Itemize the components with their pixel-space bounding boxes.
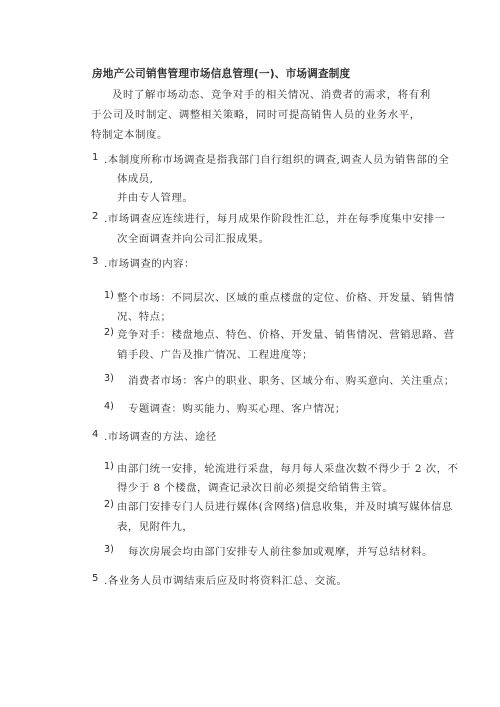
subitem-line: 况、特点； bbox=[117, 311, 172, 323]
subitem-number: 1) bbox=[104, 461, 114, 472]
item-number: 5 bbox=[92, 573, 99, 584]
item-line: .市场调查的方法、途径 bbox=[104, 431, 217, 443]
item-line: .各业务人员市调结束后应及时将资料汇总、交流。 bbox=[104, 575, 348, 587]
subitem-line: 销手段、广告及推广情况、工程进度等； bbox=[117, 349, 314, 361]
subitem-line: 由部门安排专门人员进行媒体(含网络)信息收集，并及时填写媒体信息 bbox=[117, 501, 453, 513]
item-line: 次全面调查并向公司汇报成果。 bbox=[117, 233, 270, 245]
subitem-number: 2) bbox=[104, 327, 114, 338]
intro-paragraph: 及时了解市场动态、竞争对手的相关情况、消费者的需求，将有利于公司及时制定、调整相关策略，同时可提高销售人员的业务水平，特制定本制度。 bbox=[91, 89, 431, 141]
item-number: 4 bbox=[92, 429, 99, 440]
subitem-line: 每次房展会均由部门安排专人前往参加或观摩，并写总结材料。 bbox=[128, 546, 433, 558]
item-line: 并由专人管理。 bbox=[117, 192, 194, 204]
item-line: .市场调查应连续进行，每月成果作阶段性汇总，并在每季度集中安排一 bbox=[104, 213, 446, 225]
subitem-line: 整个市场：不同层次、区域的重点楼盘的定位、价格、开发量、销售情 bbox=[117, 292, 455, 304]
subitem-number: 4) bbox=[104, 401, 114, 412]
item-line: .市场调查的内容： bbox=[104, 258, 195, 270]
item-line: 体成员, bbox=[117, 173, 154, 185]
subitem-line: 表，见附件九， bbox=[117, 521, 194, 533]
subitem-number: 1) bbox=[104, 290, 114, 301]
subitem-line: 由部门统一安排，轮流进行采盘，每月每人采盘次数不得少于 2 次，不 bbox=[117, 463, 459, 475]
subitem-line: 得少于 8 个楼盘，调查记录次日前必须提交给销售主管。 bbox=[117, 482, 394, 494]
item-number: 3 bbox=[92, 256, 99, 267]
subitem-number: 3) bbox=[104, 373, 114, 384]
document-title: 房地产公司销售管理市场信息管理(一)、市场调查制度 bbox=[92, 68, 351, 80]
subitem-line: 竞争对手：楼盘地点、特色、价格、开发量、销售情况、营销思路、营 bbox=[117, 329, 455, 341]
subitem-number: 2) bbox=[104, 499, 114, 510]
subitem-line: 专题调查：购买能力、购买心理、客户情况； bbox=[128, 403, 346, 415]
subitem-number: 3) bbox=[104, 544, 114, 555]
subitem-line: 消费者市场：客户的职业、职务、区域分布、购买意向、关注重点； bbox=[128, 375, 455, 387]
item-number: 1 bbox=[92, 152, 99, 163]
item-line: .本制度所称市场调查是指我部门自行组织的调查,调查人员为销售部的全 bbox=[104, 154, 450, 166]
item-number: 2 bbox=[92, 211, 99, 222]
